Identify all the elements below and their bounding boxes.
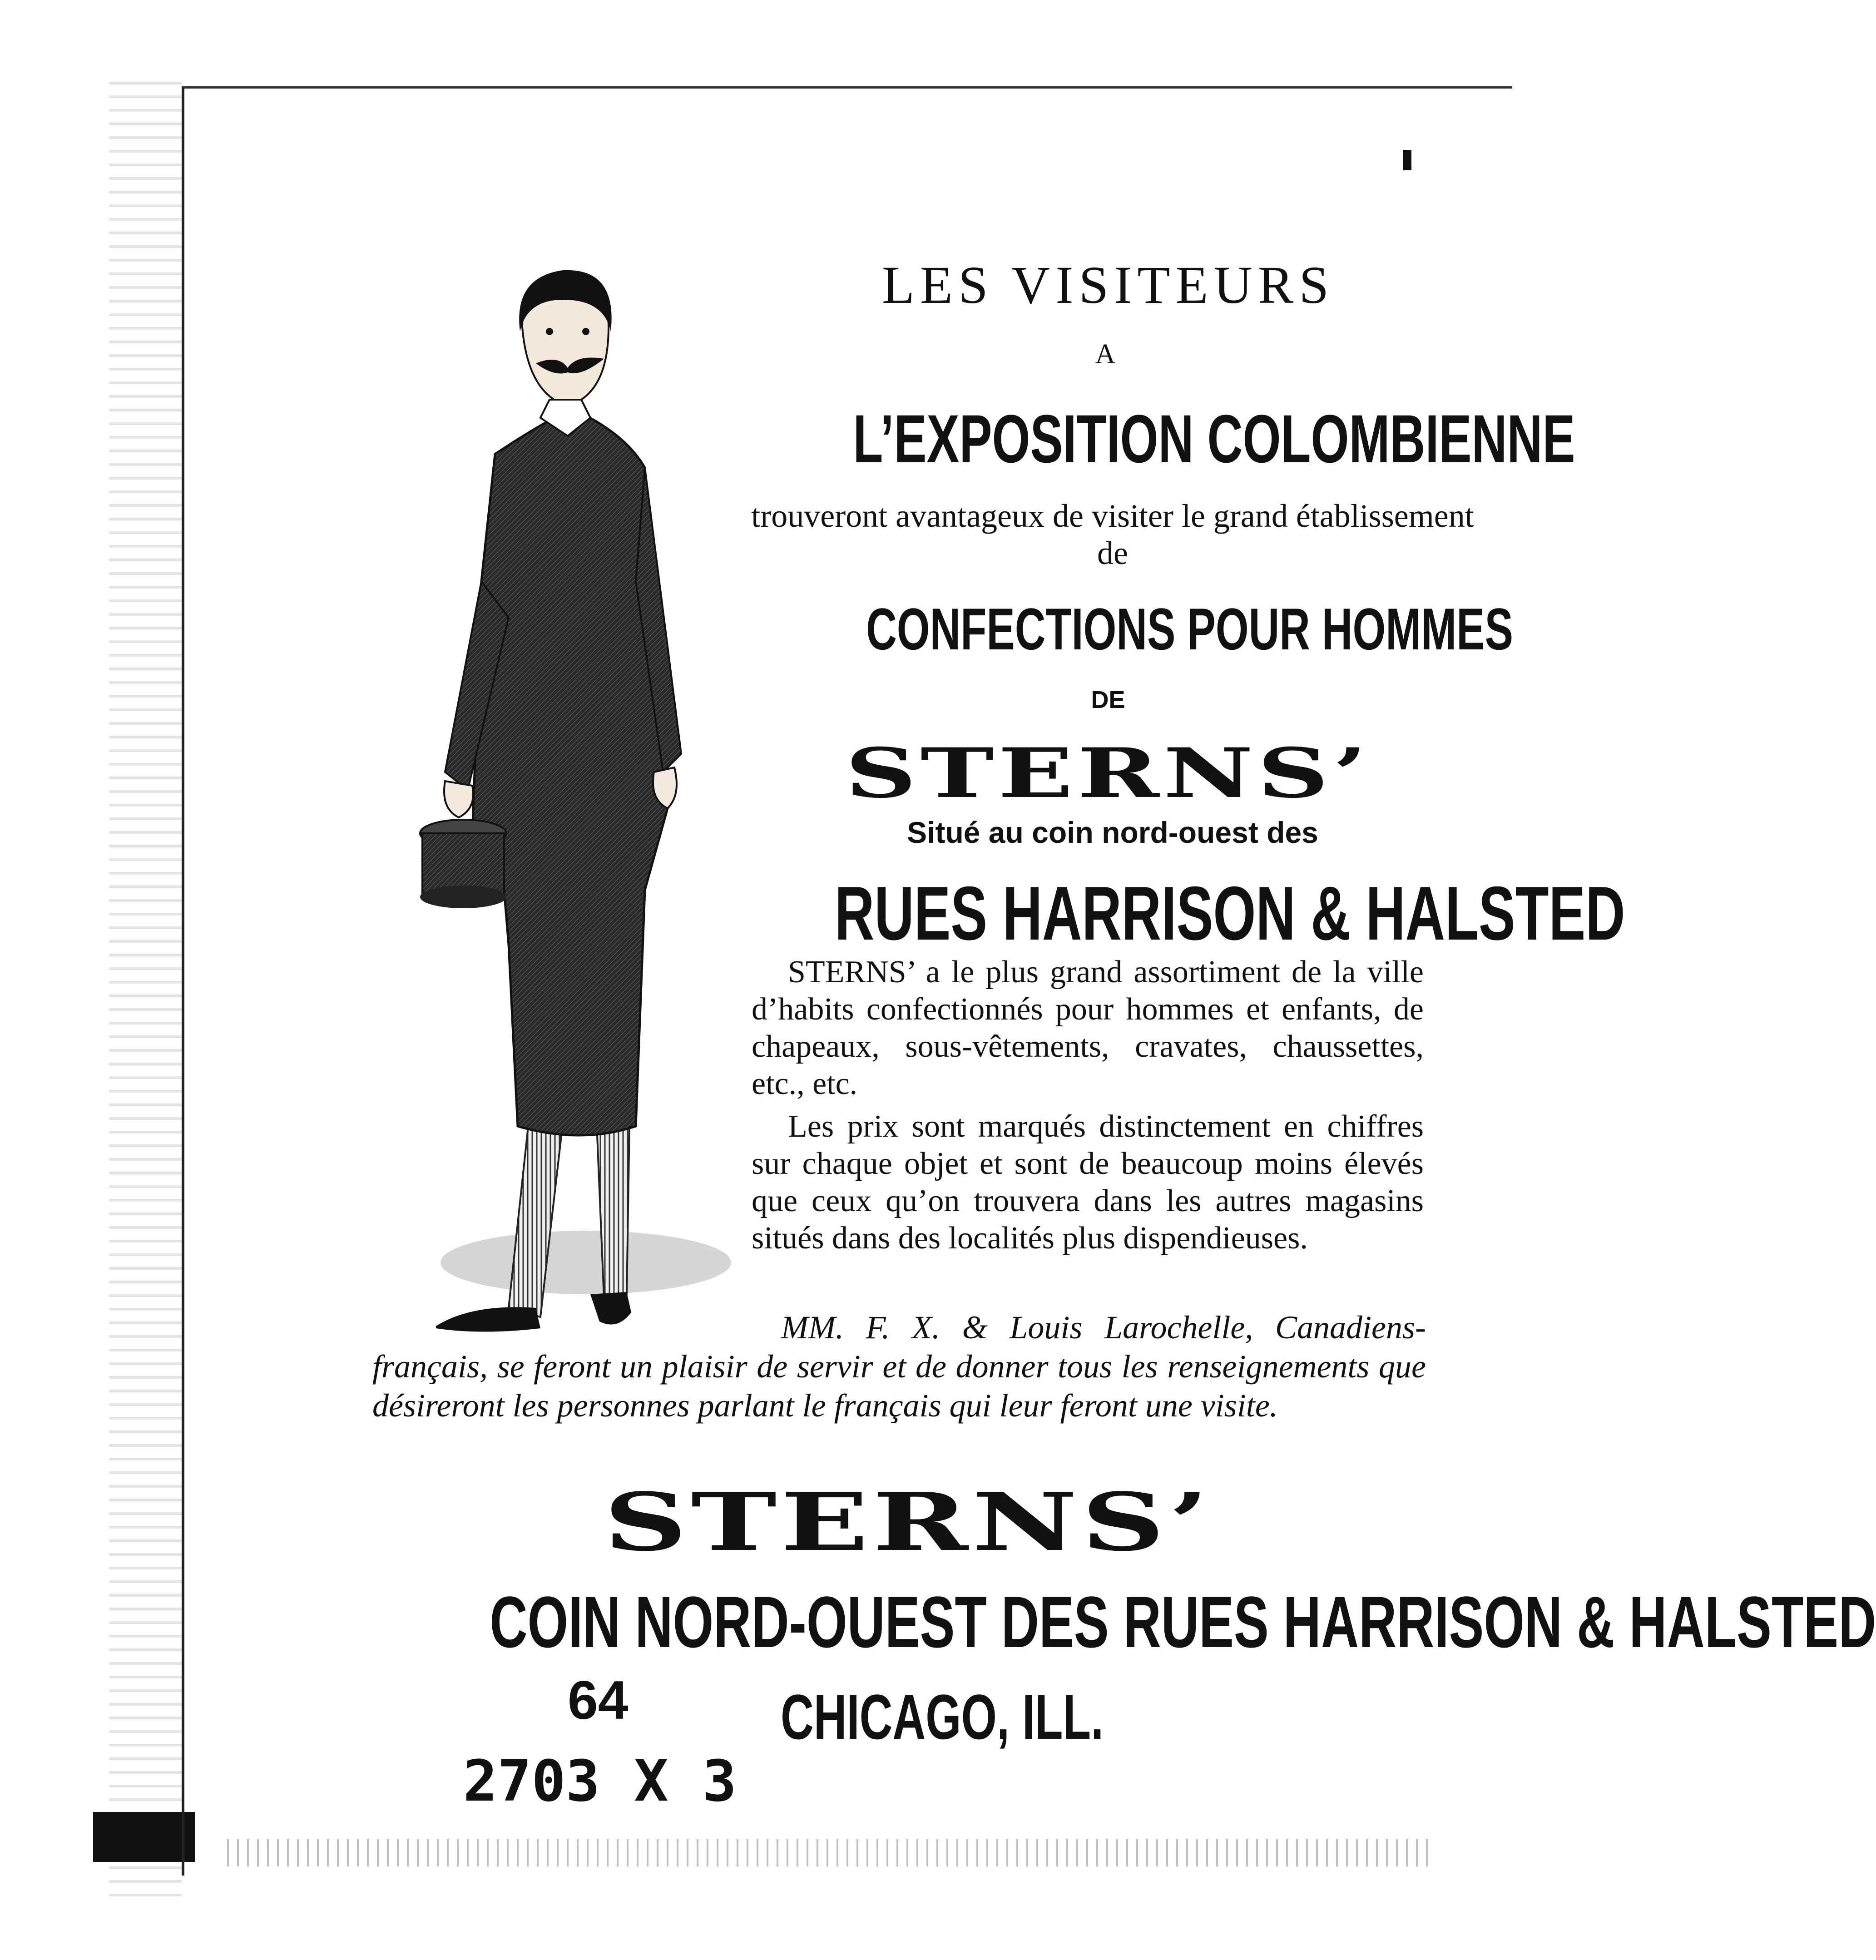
intro-text: trouveront avantageux de visiter le grand établissement de xyxy=(751,498,1474,571)
body-paragraph-assortment: STERNS’ a le plus grand assortiment de la ville d’habits confectionnés pour hommes et enfants, de chapeaux, sous-vêtements, cravates, chaussettes, etc., etc. xyxy=(752,955,1424,1101)
page-number: 64 xyxy=(568,1670,629,1731)
de-label: DE xyxy=(1091,686,1125,713)
brand-logo-top: STERNS’ xyxy=(845,733,1371,813)
italic-note-larochelle: MM. F. X. & Louis Larochelle, Canadiens-français, se feront un plaisir de servir et de donner tous les renseignements que désireront les personnes parlant le français qui leur feront une visite. xyxy=(372,1309,1426,1424)
headline-a: A xyxy=(1095,339,1121,370)
headline-visitors: LES VISITEURS xyxy=(881,255,1335,315)
location-intro: Situé au coin nord-ouest des xyxy=(907,816,1318,849)
handwritten-catalog-mark: 2703 X 3 xyxy=(463,1748,737,1814)
headline-exposition: L’EXPOSITION COLOMBIENNE xyxy=(853,401,1575,477)
scan-edge xyxy=(109,82,182,1898)
address-line: COIN NORD-OUEST DES RUES HARRISON & HALSTED xyxy=(490,1581,1876,1663)
brand-logo-bottom: STERNS’ xyxy=(604,1476,1213,1569)
scan-black-mark xyxy=(93,1812,195,1862)
clothing-heading: CONFECTIONS POUR HOMMES xyxy=(866,596,1514,662)
streets-heading: RUES HARRISON & HALSTED xyxy=(835,871,1625,956)
body-paragraph-prices: Les prix sont marqués distinctement en chiffres sur chaque objet et sont de beaucoup moins élevés que ceux qu’on trouvera dans les autres magasins situés dans des localités plus dispendieuses. xyxy=(752,1109,1424,1256)
city-line: CHICAGO, ILL. xyxy=(781,1681,1104,1752)
gentleman-illustration xyxy=(391,263,736,1367)
